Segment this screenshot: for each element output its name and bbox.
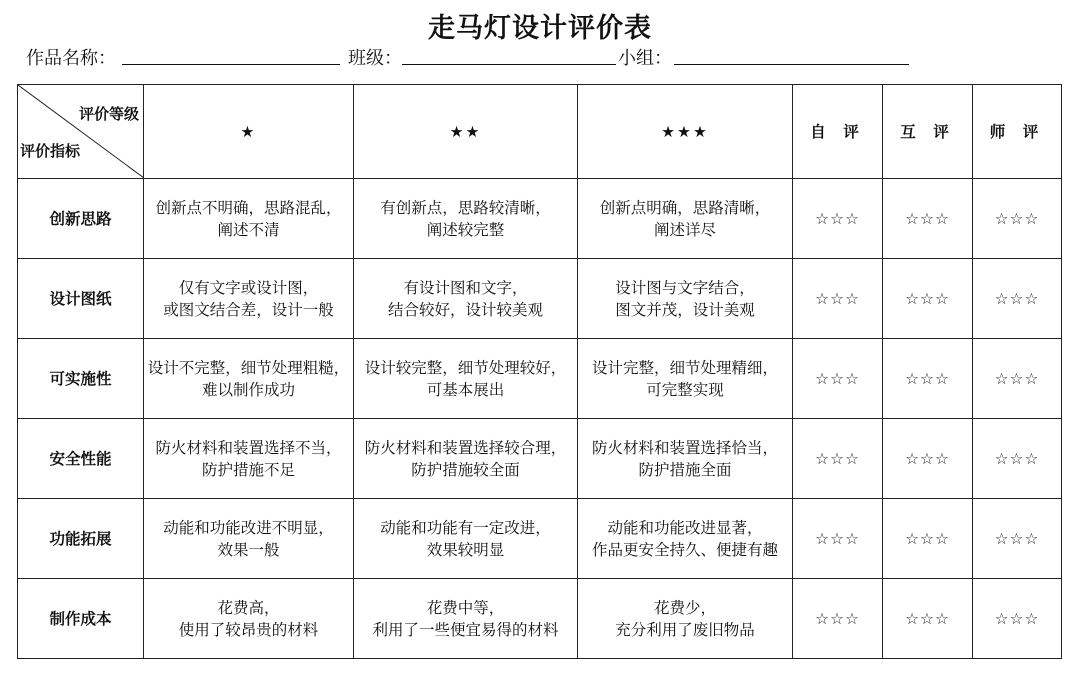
level-2-desc: 花费中等， 利用了一些便宜易得的材料 <box>354 579 578 659</box>
diagonal-header-cell <box>18 85 144 179</box>
criterion-cell: 安全性能 <box>18 419 144 499</box>
class-field[interactable] <box>402 64 616 65</box>
work-name-field[interactable] <box>122 64 340 65</box>
level-2-desc: 防火材料和装置选择较合理， 防护措施较全面 <box>354 419 578 499</box>
group-label: 小组： <box>618 48 672 69</box>
criterion-cell: 设计图纸 <box>18 259 144 339</box>
peer-eval-stars[interactable]: ☆☆☆ <box>883 179 973 259</box>
work-name-label: 作品名称： <box>26 48 116 69</box>
teacher-eval-stars[interactable]: ☆☆☆ <box>973 339 1062 419</box>
level-1-desc: 动能和功能改进不明显， 效果一般 <box>144 499 354 579</box>
level-2-desc: 有设计图和文字， 结合较好，设计较美观 <box>354 259 578 339</box>
self-eval-stars[interactable]: ☆☆☆ <box>793 179 883 259</box>
table-row <box>18 419 1062 499</box>
level-3-desc: 花费少， 充分利用了废旧物品 <box>578 579 793 659</box>
level-1-header: ★ <box>144 85 354 179</box>
level-1-desc: 设计不完整，细节处理粗糙， 难以制作成功 <box>144 339 354 419</box>
self-eval-stars[interactable]: ☆☆☆ <box>793 339 883 419</box>
level-2-desc: 动能和功能有一定改进， 效果较明显 <box>354 499 578 579</box>
criterion-cell: 功能拓展 <box>18 499 144 579</box>
peer-eval-stars[interactable]: ☆☆☆ <box>883 259 973 339</box>
peer-eval-stars[interactable]: ☆☆☆ <box>883 419 973 499</box>
teacher-eval-header: 师 评 <box>973 85 1062 179</box>
page-title: 走马灯设计评价表 <box>428 13 652 44</box>
level-2-header: ★★ <box>354 85 578 179</box>
teacher-eval-stars[interactable]: ☆☆☆ <box>973 259 1062 339</box>
level-3-desc: 设计图与文字结合， 图文并茂，设计美观 <box>578 259 793 339</box>
level-2-desc: 有创新点，思路较清晰， 阐述较完整 <box>354 179 578 259</box>
criterion-cell: 创新思路 <box>18 179 144 259</box>
rating-level-label: 评价等级 <box>78 105 139 123</box>
level-3-desc: 创新点明确，思路清晰， 阐述详尽 <box>578 179 793 259</box>
self-eval-header: 自 评 <box>793 85 883 179</box>
peer-eval-stars[interactable]: ☆☆☆ <box>883 579 973 659</box>
teacher-eval-stars[interactable]: ☆☆☆ <box>973 179 1062 259</box>
criterion-cell: 制作成本 <box>18 579 144 659</box>
level-1-desc: 创新点不明确，思路混乱， 阐述不清 <box>144 179 354 259</box>
group-field[interactable] <box>674 64 909 65</box>
level-3-header: ★★★ <box>578 85 793 179</box>
teacher-eval-stars[interactable]: ☆☆☆ <box>973 419 1062 499</box>
self-eval-stars[interactable]: ☆☆☆ <box>793 579 883 659</box>
level-3-desc: 防火材料和装置选择恰当， 防护措施全面 <box>578 419 793 499</box>
criteria-label: 评价指标 <box>20 142 81 160</box>
peer-eval-header: 互 评 <box>883 85 973 179</box>
level-3-desc: 设计完整，细节处理精细， 可完整实现 <box>578 339 793 419</box>
diagonal-line <box>18 85 144 178</box>
self-eval-stars[interactable]: ☆☆☆ <box>793 419 883 499</box>
table-row <box>18 179 1062 259</box>
table-row <box>18 499 1062 579</box>
level-1-desc: 防火材料和装置选择不当， 防护措施不足 <box>144 419 354 499</box>
peer-eval-stars[interactable]: ☆☆☆ <box>883 339 973 419</box>
evaluation-table <box>17 84 1062 659</box>
teacher-eval-stars[interactable]: ☆☆☆ <box>973 499 1062 579</box>
self-eval-stars[interactable]: ☆☆☆ <box>793 499 883 579</box>
teacher-eval-stars[interactable]: ☆☆☆ <box>973 579 1062 659</box>
table-row <box>18 579 1062 659</box>
header-row <box>18 85 1062 179</box>
table-row <box>18 339 1062 419</box>
peer-eval-stars[interactable]: ☆☆☆ <box>883 499 973 579</box>
level-3-desc: 动能和功能改进显著， 作品更安全持久、便捷有趣 <box>578 499 793 579</box>
self-eval-stars[interactable]: ☆☆☆ <box>793 259 883 339</box>
level-2-desc: 设计较完整，细节处理较好， 可基本展出 <box>354 339 578 419</box>
table-row <box>18 259 1062 339</box>
criterion-cell: 可实施性 <box>18 339 144 419</box>
level-1-desc: 仅有文字或设计图， 或图文结合差，设计一般 <box>144 259 354 339</box>
level-1-desc: 花费高， 使用了较昂贵的材料 <box>144 579 354 659</box>
class-label: 班级： <box>348 48 402 69</box>
